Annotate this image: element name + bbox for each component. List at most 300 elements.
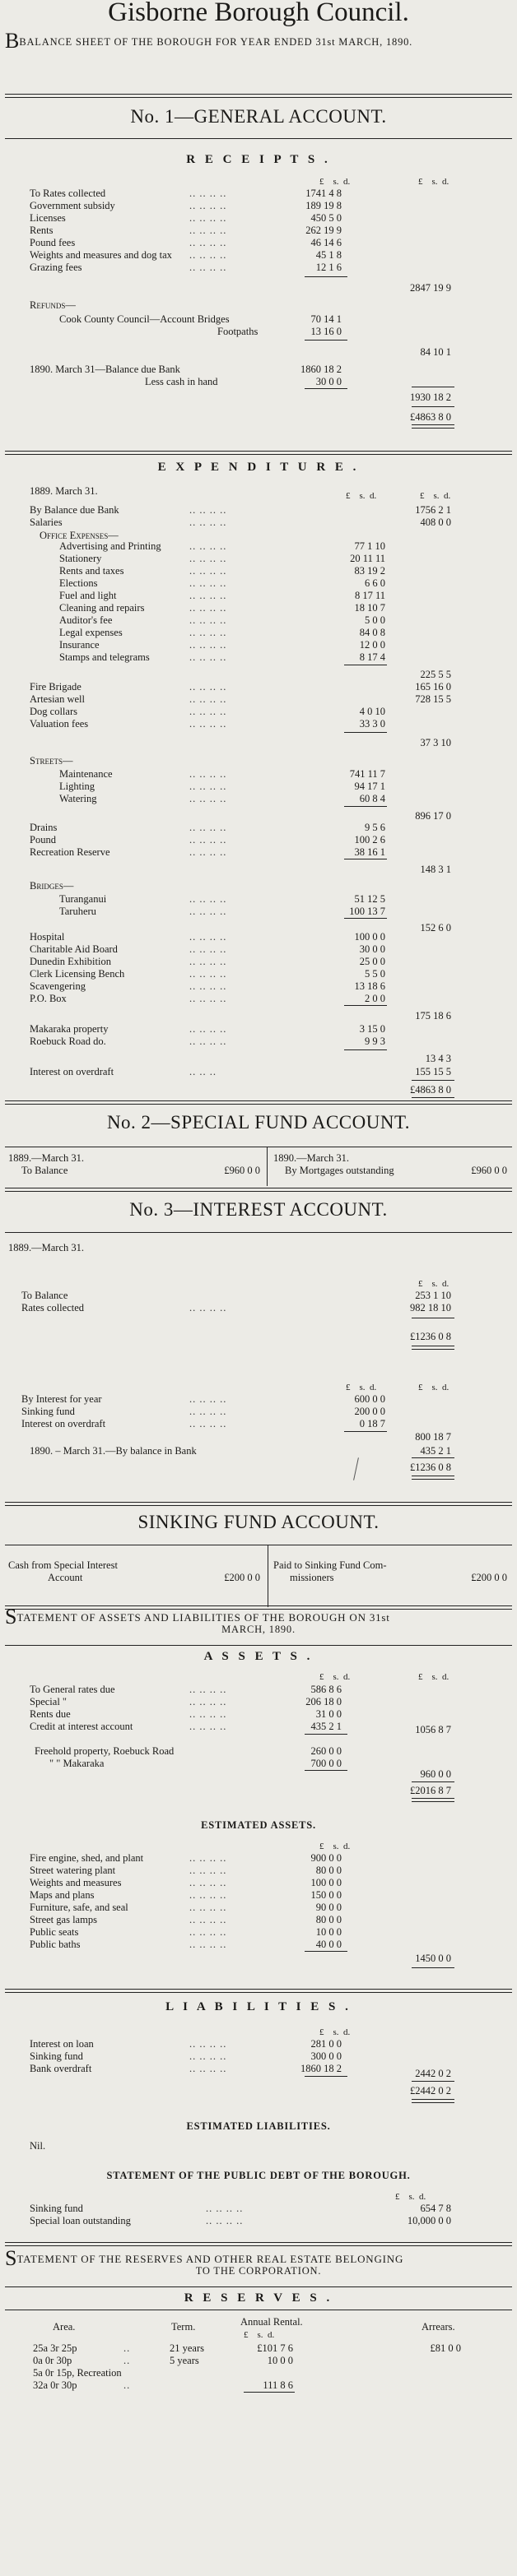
assets-statement-title [5,1605,512,1629]
refunds-label: Refunds— [30,299,76,311]
ledger-row [0,313,517,326]
amount-total: 84 10 1 [420,346,451,358]
ledger-row [0,1393,517,1406]
dot-leader: .. .. .. .. [189,931,227,943]
reserves-col-area: Area. [53,2321,76,2333]
ledger-row [0,212,517,225]
row-amount: 700 0 0 [310,1758,342,1769]
amount-total: 2442 0 2 [415,2068,451,2079]
dot-leader: .. .. .. .. [189,627,227,638]
amount-total: 13 4 3 [425,1053,451,1064]
row-amount: 155 15 5 [415,1066,451,1077]
ledger-row [0,781,517,793]
dot-leader: .. .. .. .. [189,980,227,992]
rule [344,806,387,807]
row-label: To Balance [21,1290,68,1301]
row-label: Sinking fund [30,2050,83,2062]
row-amount: 12 0 0 [359,639,385,651]
rule [305,388,347,389]
amount-total: 2847 19 9 [410,282,451,294]
general-account-title: No. 1—GENERAL ACCOUNT. [130,106,387,127]
row-amount: 38 16 1 [354,846,385,858]
dot-leader: .. .. .. .. [189,718,227,730]
estimated-assets-heading: ESTIMATED ASSETS. [201,1819,316,1831]
ledger-row [0,2050,517,2063]
ledger-row [0,364,517,376]
amount-total: 1930 18 2 [410,391,451,403]
rule [412,2099,454,2103]
row-amount: 8 17 11 [354,590,385,601]
dot-leader: .. .. .. .. [189,956,227,967]
row-amount: 281 0 0 [310,2038,342,2050]
row-label: Rents and taxes [59,565,124,577]
row-amount: 77 1 10 [354,540,385,552]
ledger-row [0,540,517,553]
row-label: Bank overdraft [30,2063,92,2074]
row-amount: 200 0 0 [354,1406,385,1417]
row-label: 1890. – March 31.—By balance in Bank [30,1445,197,1457]
rule [305,276,347,277]
amount-total: 896 17 0 [415,810,451,822]
dot-leader: .. .. .. .. [189,693,227,705]
ledger-row [0,1035,517,1048]
row-label: Dunedin Exhibition [30,956,111,967]
interest-date: 1889.—March 31. [8,1242,84,1253]
rule [344,1049,387,1050]
row-label: Maintenance [59,768,113,780]
reserve-area: 5a 0r 15p, Recreation [33,2367,122,2379]
ledger-row [0,1708,517,1721]
reserves-col-term: Term. [171,2321,196,2333]
row-amount: 13 16 0 [310,326,342,337]
rule [5,1188,512,1192]
ledger-row [0,1939,517,1951]
row-label: Sinking fund [21,1406,75,1417]
row-amount: 450 5 0 [310,212,342,224]
rule [5,94,512,98]
row-label: Drains [30,822,58,833]
row-amount: 10 0 0 [315,1926,342,1938]
ledger-row [0,793,517,805]
general-receipts-grand-total: £4863 8 0 [410,411,451,423]
assets-total: £2016 8 7 [410,1785,451,1796]
row-label: Makaraka property [30,1023,109,1035]
liabilities-heading: L I A B I L I T I E S . [165,2000,352,2013]
ledger-row [0,2038,517,2050]
dot-leader: .. .. .. [189,1066,217,1077]
dot-leader: .. .. .. .. [189,1902,227,1913]
dot-leader: .. .. .. .. [189,1939,227,1950]
row-label: Grazing fees [30,262,82,273]
row-label: Fire engine, shed, and plant [30,1852,144,1864]
balance-sheet-title [5,29,512,53]
row-label: To Rates collected [30,188,106,199]
reserve-rental: 111 8 6 [263,2379,293,2391]
row-amount: 13 18 6 [354,980,385,992]
ledger-row [0,846,517,859]
row-amount: 206 18 0 [305,1696,342,1707]
estimated-liabilities-heading: ESTIMATED LIABILITIES. [186,2120,331,2132]
row-label: Legal expenses [59,627,123,638]
office-expenses-label: Office Expenses— [40,530,119,541]
money-column-header: £ s. d. [319,1842,351,1851]
dot-leader: .. .. .. .. [189,504,227,516]
dot-leader: .. .. .. .. [189,1877,227,1888]
dot-leader: .. .. .. .. [189,2038,227,2050]
dot-leader: .. .. .. .. [189,1393,227,1405]
row-label: " " Makaraka [49,1758,105,1769]
row-amount: 1860 18 2 [300,2063,342,2074]
interest-to-total: £1236 0 8 [410,1331,451,1342]
row-label: Salaries [30,517,63,528]
rule [5,451,512,455]
amount-total: 37 3 10 [420,737,451,748]
row-label: To General rates due [30,1684,115,1695]
row-amount: 654 7 8 [420,2203,451,2214]
amount-total: 175 18 6 [415,1010,451,1022]
amount-total: 1056 8 7 [415,1724,451,1735]
ledger-row [0,943,517,956]
rule [5,138,512,139]
row-amount: 46 14 6 [310,237,342,248]
row-label: Government subsidy [30,200,115,211]
reserve-arrears: £81 0 0 [430,2342,461,2354]
money-column-header: £ s. d. [420,491,451,501]
row-amount: 31 0 0 [315,1708,342,1720]
dot-leader: .. .. .. .. [189,1418,227,1429]
reserve-area: 0a 0r 30p [33,2355,72,2366]
ledger-row [0,1696,517,1708]
ledger-row [0,565,517,577]
assets-statement-line1: TATEMENT OF ASSETS AND LIABILITIES OF THE BOROUGH ON 31st [16,1611,390,1624]
row-amount: 260 0 0 [310,1745,342,1757]
reserve-area: 32a 0r 30p [33,2379,77,2391]
row-label: Artesian well [30,693,85,705]
reserves-col-arrears: Arrears. [422,2321,455,2333]
row-amount: 150 0 0 [310,1889,342,1901]
rule [412,406,454,407]
rule [5,1100,512,1105]
sinking-fund-title: SINKING FUND ACCOUNT. [137,1512,380,1532]
money-column-header: £ s. d. [418,1279,449,1289]
row-label: Taruheru [59,906,96,917]
ledger-row [0,693,517,706]
row-label: Special loan outstanding [30,2215,131,2226]
ledger-row [0,602,517,614]
row-amount: 435 2 1 [310,1721,342,1732]
rule [305,1951,347,1952]
row-label: Stationery [59,553,102,564]
row-label: Furniture, safe, and seal [30,1902,128,1913]
row-label: P.O. Box [30,993,67,1004]
page-heading: Gisborne Borough Council. [108,0,409,27]
reserve-term: 21 years [170,2342,204,2354]
row-label: Rates collected [21,1302,85,1313]
money-column-header: £ s. d. [319,177,351,187]
money-column-header: £ s. d. [395,2192,426,2202]
column-rule [267,1147,268,1186]
row-label: Interest on overdraft [30,1066,114,1077]
dot-leader: .. [123,2355,131,2366]
row-amount: 0 18 7 [359,1418,385,1429]
dot-leader: .. .. .. .. [189,577,227,589]
dot-leader: .. .. .. .. [189,1708,227,1720]
row-label: Public seats [30,1926,79,1938]
row-label: Cleaning and repairs [59,602,145,614]
amount-total: 152 6 0 [420,922,451,934]
row-amount: 33 3 0 [359,718,385,730]
dot-leader: .. .. .. .. [189,565,227,577]
row-amount: 982 18 10 [410,1302,451,1313]
reserve-area: 25a 3r 25p [33,2342,77,2354]
row-label: Street gas lamps [30,1914,97,1925]
liabilities-total: £2442 0 2 [410,2085,451,2096]
ledger-row [0,1877,517,1889]
dot-leader: .. .. .. .. [189,1865,227,1876]
dot-leader: .. .. .. .. [189,1684,227,1695]
money-column-header: £ s. d. [346,491,377,501]
rule [412,1798,454,1802]
dot-leader: .. .. .. .. [189,834,227,846]
row-amount: 84 0 8 [359,627,385,638]
row-label: Weights and measures and dog tax [30,249,172,261]
row-label: Lighting [59,781,95,792]
row-label: Interest on overdraft [21,1418,106,1429]
row-amount: 100 2 6 [354,834,385,846]
dot-leader: .. .. .. .. [189,706,227,717]
dot-leader: .. .. .. .. [189,1696,227,1707]
row-amount: 1741 4 8 [305,188,342,199]
dot-leader: .. .. .. .. [189,1406,227,1417]
dot-leader: .. .. .. .. [189,846,227,858]
row-label: Freehold property, Roebuck Road [35,1745,175,1757]
row-amount: 20 11 11 [350,553,385,564]
ledger-row [0,200,517,212]
dot-leader: .. .. .. .. [189,249,227,261]
dot-leader: .. .. .. .. [189,602,227,614]
dot-leader: .. .. .. .. [189,681,227,693]
reserve-term: 5 years [170,2355,199,2366]
rule [412,424,454,429]
row-amount: 100 13 7 [349,906,385,917]
row-amount: 100 0 0 [310,1877,342,1888]
row-amount: 9 5 6 [365,822,385,833]
row-amount: 2 0 0 [365,993,385,1004]
ledger-row [0,1889,517,1902]
money-column-header: £ s. d. [319,1672,351,1682]
dot-leader: .. .. .. .. [189,768,227,780]
rule [344,1005,387,1006]
dot-leader: .. .. .. .. [189,590,227,601]
row-amount: 18 10 7 [354,602,385,614]
row-amount: 900 0 0 [310,1852,342,1864]
ledger-row [0,639,517,651]
ledger-row [0,893,517,906]
ledger-row [0,2203,517,2215]
row-amount: 90 0 0 [315,1902,342,1913]
receipts-heading: R E C E I P T S . [186,153,331,166]
rule [5,1645,512,1646]
reserve-rental: 10 0 0 [267,2355,293,2366]
dot-leader: .. .. .. .. [189,781,227,792]
assets-heading: A S S E T S . [203,1650,314,1663]
interest-account-title: No. 3—INTEREST ACCOUNT. [129,1199,388,1220]
reserves-heading: R E S E R V E S . [184,2291,333,2305]
dot-leader: .. .. .. .. [206,2203,244,2214]
row-label: Insurance [59,639,100,651]
money-column-header: £ s. d. [418,1672,449,1682]
row-label: Interest on loan [30,2038,94,2050]
dot-leader: .. [123,2379,131,2391]
ledger-row [0,614,517,627]
ledger-row [0,980,517,993]
row-amount: 100 0 0 [354,931,385,943]
special-left-value: £960 0 0 [224,1165,260,1176]
row-amount: 30 0 0 [359,943,385,955]
amount-total: 960 0 0 [420,1768,451,1780]
ink-mark [353,1457,359,1480]
ledger-row [0,1445,517,1457]
row-amount: 600 0 0 [354,1393,385,1405]
row-amount: 10,000 0 0 [407,2215,451,2226]
row-amount: 51 12 5 [354,893,385,905]
sinking-left-line1: Cash from Special Interest [8,1559,118,1571]
dot-leader: .. .. .. .. [189,225,227,236]
dot-leader: .. .. .. .. [189,639,227,651]
ledger-row [0,1852,517,1865]
dot-leader: .. .. .. .. [189,1023,227,1035]
rule [412,1967,454,1968]
row-amount: 6 6 0 [365,577,385,589]
sinking-right-line1: Paid to Sinking Fund Com- [273,1559,387,1571]
dot-leader: .. .. .. .. [189,993,227,1004]
money-column-header: £ s. d. [319,2027,351,2037]
row-amount: 189 19 8 [305,200,342,211]
rule [344,732,387,733]
row-label: Hospital [30,931,65,943]
row-amount: 12 1 6 [315,262,342,273]
row-label: Credit at interest account [30,1721,133,1732]
nil-text: Nil. [30,2140,46,2152]
dot-leader: .. .. .. .. [189,614,227,626]
ledger-row [0,262,517,274]
rule [344,918,387,919]
dot-leader: .. .. .. .. [189,651,227,663]
ledger-row [0,768,517,781]
reserves-col-rental: Annual Rental. [240,2316,303,2328]
row-amount: 45 1 8 [315,249,342,261]
dot-leader: .. .. .. .. [189,540,227,552]
assets-statement-line2: MARCH, 1890. [221,1624,296,1635]
money-column-header: £ s. d. [346,1383,377,1392]
ledger-row [0,822,517,834]
row-amount: 80 0 0 [315,1865,342,1876]
ledger-row [0,1926,517,1939]
dot-leader: .. .. .. .. [189,2063,227,2074]
dot-leader: .. .. .. .. [189,893,227,905]
expenditure-heading: E X P E N D I T U R E . [157,461,360,474]
row-amount: 435 2 1 [420,1445,451,1457]
row-amount: 4 0 10 [359,706,385,717]
row-label: Sinking fund [30,2203,83,2214]
ledger-row [0,681,517,693]
row-label: Turanganui [59,893,107,905]
row-label: 1890. March 31—Balance due Bank [30,364,180,375]
dot-leader: .. .. .. .. [189,2050,227,2062]
row-amount: 60 8 4 [359,793,385,804]
row-amount: 300 0 0 [310,2050,342,2062]
ledger-row [0,1745,517,1758]
ledger-row [0,326,517,338]
ledger-row [0,577,517,590]
row-label: Auditor's fee [59,614,113,626]
rule [344,1431,387,1432]
dot-leader: .. .. .. .. [189,1035,227,1047]
row-label: Elections [59,577,98,589]
ledger-row [0,504,517,517]
row-amount: 94 17 1 [354,781,385,792]
general-expenditure-grand-total: £4863 8 0 [410,1084,451,1096]
row-label: Less cash in hand [145,376,218,387]
rule [5,2242,512,2246]
row-label: By Interest for year [21,1393,102,1405]
ledger-row [0,249,517,262]
ledger-row [0,590,517,602]
dot-leader: .. .. .. .. [189,188,227,199]
rule [244,2392,295,2393]
row-label: Pound fees [30,237,76,248]
dot-leader: .. .. .. .. [189,1721,227,1732]
rule [5,1502,512,1506]
rule [5,1989,512,1993]
streets-label: Streets— [30,755,73,767]
bridges-label: Bridges— [30,880,74,892]
ledger-row [0,718,517,730]
ledger-row [0,1902,517,1914]
special-right-value: £960 0 0 [471,1165,507,1176]
ledger-row [0,931,517,943]
money-column-header: £ s. d. [418,177,449,187]
row-label: Clerk Licensing Bench [30,968,125,980]
row-label: Public baths [30,1939,81,1950]
ledger-row [0,1290,517,1302]
special-fund-title: No. 2—SPECIAL FUND ACCOUNT. [106,1112,411,1133]
dot-leader: .. .. .. .. [189,517,227,528]
balance-sheet-title-text: BALANCE SHEET OF THE BOROUGH FOR YEAR ENDED 31st MARCH, 1890. [19,36,413,48]
ledger-row [0,1914,517,1926]
public-debt-heading: STATEMENT OF THE PUBLIC DEBT OF THE BOROUGH. [106,2170,411,2181]
ledger-row [0,834,517,846]
row-label: Valuation fees [30,718,89,730]
row-amount: 3 15 0 [359,1023,385,1035]
row-amount: 253 1 10 [415,1290,451,1301]
row-amount: 1756 2 1 [415,504,451,516]
drop-initial: B [5,29,20,53]
ledger-row [0,1302,517,1314]
row-amount: 5 5 0 [365,968,385,980]
row-label: Roebuck Road do. [30,1035,106,1047]
rule [412,1457,454,1458]
row-amount: 165 16 0 [415,681,451,693]
row-amount: 586 8 6 [310,1684,342,1695]
dot-leader: .. .. .. .. [189,553,227,564]
ledger-row [0,1865,517,1877]
expenditure-date: 1889. March 31. [30,485,98,497]
reserves-statement-line2: TO THE CORPORATION. [195,2265,322,2277]
special-right-date: 1890.—March 31. [273,1152,349,1164]
dot-leader: .. .. .. .. [189,1889,227,1901]
row-label: Street watering plant [30,1865,116,1876]
